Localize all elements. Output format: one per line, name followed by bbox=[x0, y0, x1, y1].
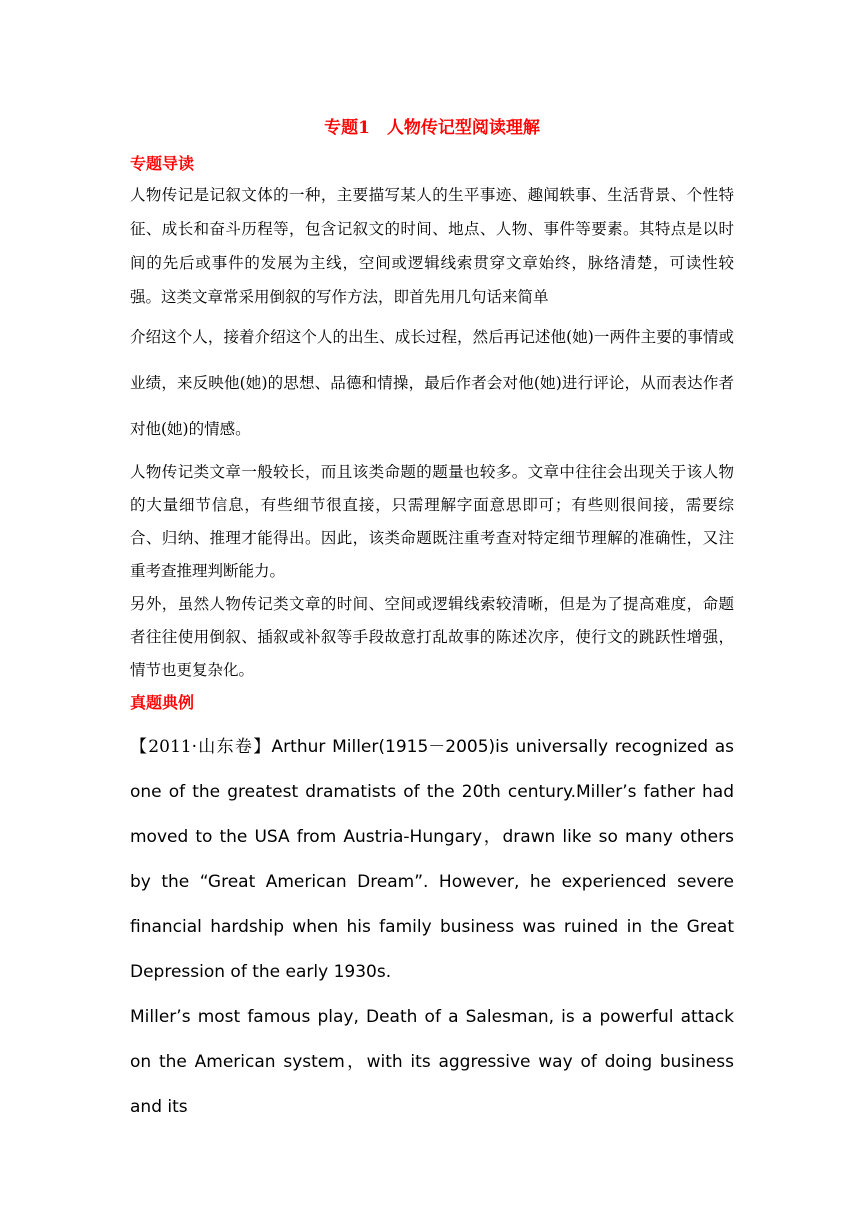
guide-paragraph-2: 人物传记类文章一般较长，而且该类命题的题量也较多。文章中往往会出现关于该人物的大量细节信息，有些细节很直接，只需理解字面意思即可；有些则很间接，需要综合、归纳、推理才能得出。因此，该类命题既注重考查对特定细节理解的准确性，又注重考查推理判断能力。 bbox=[130, 463, 734, 580]
example-heading: 真题典例 bbox=[130, 693, 195, 712]
example-paragraph-1 bbox=[130, 725, 734, 995]
document-page bbox=[130, 112, 734, 1130]
example-paragraph-2: Miller’s most famous play, Death of a Salesman, is a powerful attack on the American system，with its aggressive way of doing business and its bbox=[130, 1007, 734, 1117]
guide-heading: 专题导读 bbox=[130, 154, 195, 173]
guide-paragraph-1-continued: 介绍这个人，接着介绍这个人的出生、成长过程，然后再记述他(她)一两件主要的事情或业绩，来反映他(她)的思想、品德和情操，最后作者会对他(她)进行评论，从而表达作者对他(她)的情感。 bbox=[130, 328, 734, 438]
guide-paragraph-1: 人物传记是记叙文体的一种，主要描写某人的生平事迹、趣闻轶事、生活背景、个性特征、成长和奋斗历程等，包含记叙文的时间、地点、人物、事件等要素。其特点是以时间的先后或事件的发展为主线，空间或逻辑线索贯穿文章始终，脉络清楚，可读性较强。这类文章常采用倒叙的写作方法，即首先用几句话来简单 bbox=[130, 186, 734, 306]
example-source: 【2011·山东卷】 bbox=[130, 737, 272, 757]
guide-paragraph-3: 另外，虽然人物传记类文章的时间、空间或逻辑线索较清晰，但是为了提高难度，命题者往往使用倒叙、插叙或补叙等手段故意打乱故事的陈述次序，使行文的跳跃性增强，情节也更复杂化。 bbox=[130, 595, 734, 679]
document-title: 专题1 人物传记型阅读理解 bbox=[324, 118, 540, 138]
example-paragraph-1-text: Arthur Miller(1915－2005)is universally recognized as one of the greatest dramatists of the 20th century.Miller’s father had moved to the USA from Austria-Hungary，drawn like so many others by the “Great American Dream”. However, he experienced severe financial hardship when his family business was ruined in the Great Depression of the early 1930s. bbox=[130, 737, 735, 982]
